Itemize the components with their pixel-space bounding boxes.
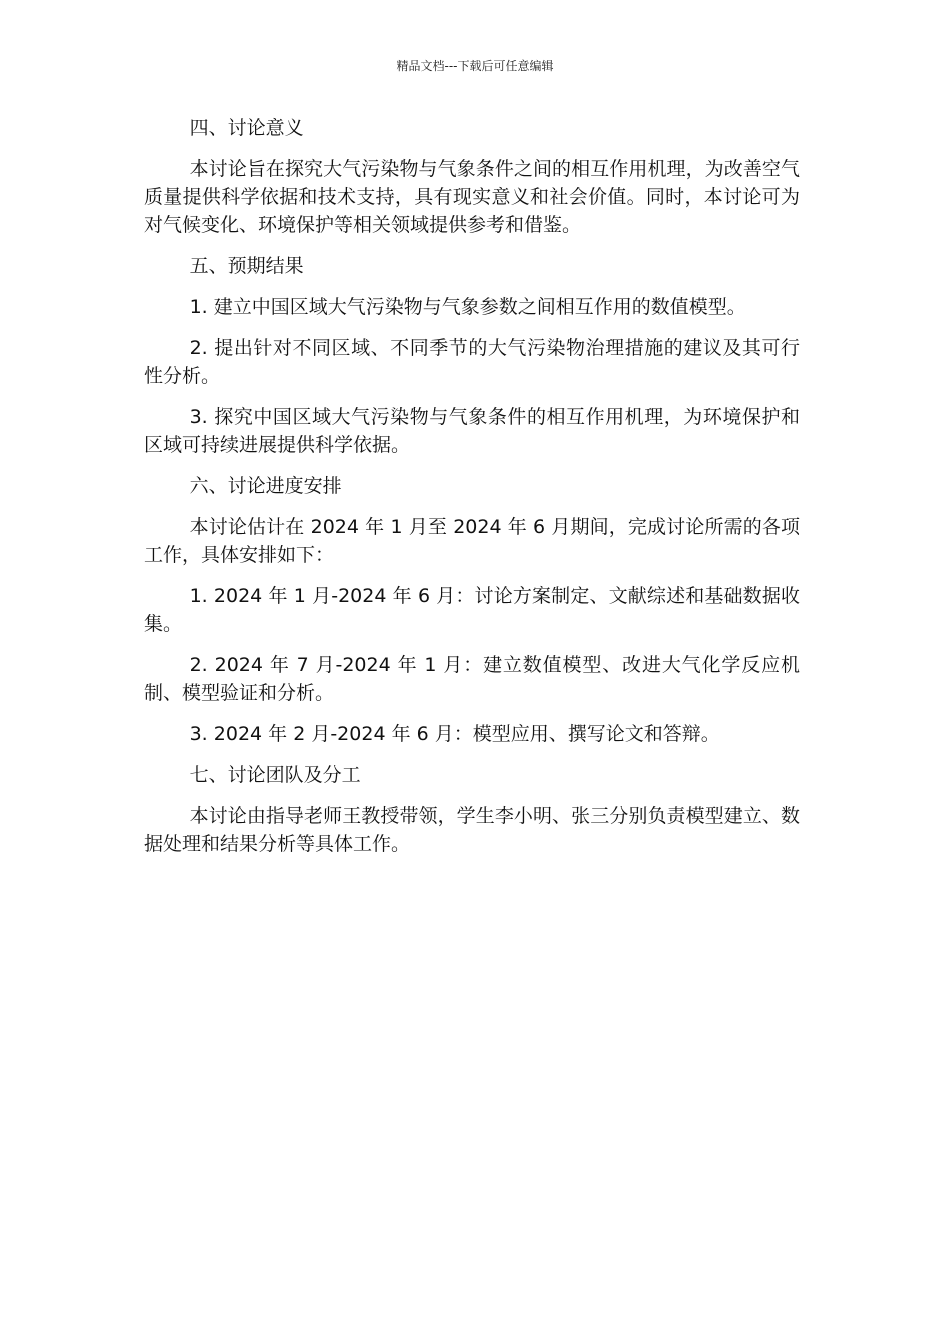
paragraph-significance: 本讨论旨在探究大气污染物与气象条件之间的相互作用机理，为改善空气质量提供科学依据和技术支持，具有现实意义和社会价值。同时，本讨论可为对气候变化、环境保护等相关领域提供参考和借鉴。 — [144, 158, 800, 236]
list-item-schedule-1: 1. 2024 年 1 月-2024 年 6 月：讨论方案制定、文献综述和基础数据收集。 — [144, 585, 800, 635]
paragraph-team: 本讨论由指导老师王教授带领，学生李小明、张三分别负责模型建立、数据处理和结果分析等具体工作。 — [144, 805, 800, 855]
section-heading-expected-results: 五、预期结果 — [189, 255, 304, 277]
paragraph-schedule-intro: 本讨论估计在 2024 年 1 月至 2024 年 6 月期间，完成讨论所需的各项工作，具体安排如下： — [144, 516, 800, 566]
document-body — [144, 114, 800, 871]
page-header: 精品文档---下载后可任意编辑 — [396, 59, 554, 73]
section-heading-schedule: 六、讨论进度安排 — [189, 475, 342, 497]
list-item-result-3: 3. 探究中国区域大气污染物与气象条件的相互作用机理，为环境保护和区域可持续进展提供科学依据。 — [144, 406, 800, 456]
section-heading-significance: 四、讨论意义 — [189, 117, 304, 139]
list-item-result-2: 2. 提出针对不同区域、不同季节的大气污染物治理措施的建议及其可行性分析。 — [144, 337, 800, 387]
list-item-result-1: 1. 建立中国区域大气污染物与气象参数之间相互作用的数值模型。 — [189, 296, 746, 318]
list-item-schedule-2: 2. 2024 年 7 月-2024 年 1 月：建立数值模型、改进大气化学反应机制、模型验证和分析。 — [144, 654, 800, 704]
section-heading-team: 七、讨论团队及分工 — [189, 764, 361, 786]
list-item-schedule-3: 3. 2024 年 2 月-2024 年 6 月：模型应用、撰写论文和答辩。 — [189, 723, 720, 745]
